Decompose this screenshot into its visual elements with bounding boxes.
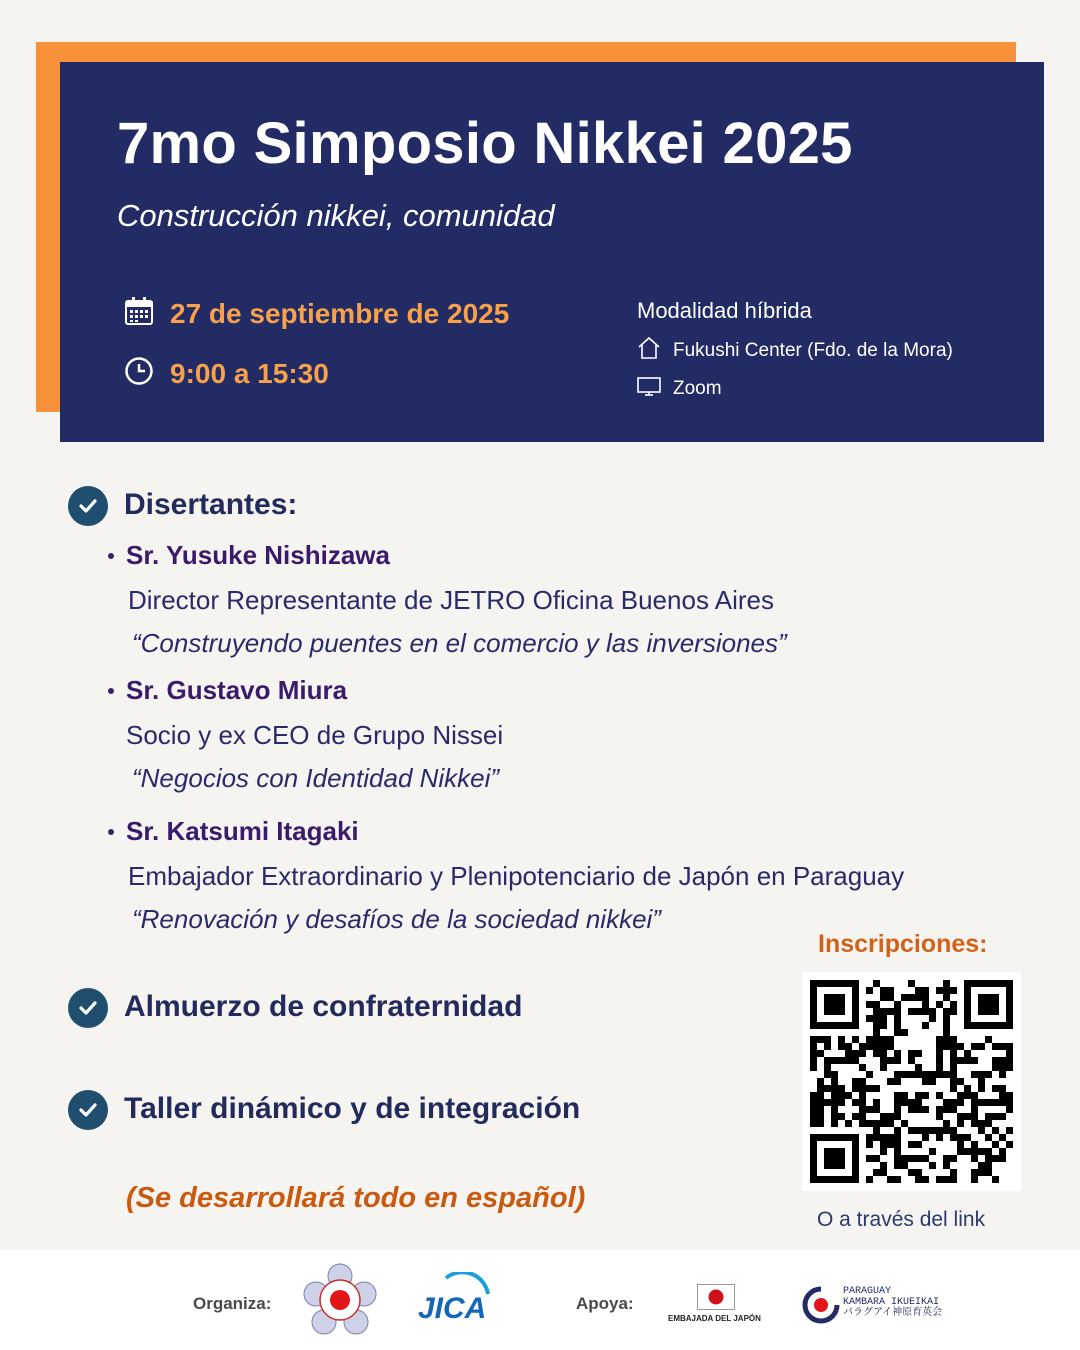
speaker-item bbox=[108, 816, 904, 935]
lunch-heading: Almuerzo de confraternidad bbox=[124, 990, 523, 1023]
event-time bbox=[124, 356, 329, 391]
registration-qr-code[interactable] bbox=[802, 972, 1021, 1191]
online-location bbox=[637, 374, 722, 404]
workshop-heading: Taller dinámico y de integración bbox=[124, 1092, 581, 1125]
speaker-talk-title: “Negocios con Identidad Nikkei” bbox=[132, 763, 500, 793]
event-date bbox=[124, 296, 509, 331]
online-location-text: Zoom bbox=[673, 378, 722, 399]
qr-code-pattern bbox=[802, 972, 1021, 1191]
japan-flag-icon bbox=[697, 1284, 735, 1315]
bullet-icon bbox=[108, 829, 114, 835]
monitor-icon bbox=[637, 374, 661, 404]
language-note: (Se desarrollará todo en español) bbox=[126, 1182, 586, 1214]
svg-text:JICA: JICA bbox=[418, 1292, 487, 1322]
kambara-logo-text: PARAGUAY KAMBARA IKUEIKAI パラグアイ神原育英会 bbox=[843, 1286, 943, 1319]
embassy-label: EMBAJADA DEL JAPÓN bbox=[668, 1314, 761, 1323]
organiza-label: Organiza: bbox=[193, 1294, 272, 1313]
venue-location bbox=[637, 336, 953, 366]
venue-location-text: Fukushi Center (Fdo. de la Mora) bbox=[673, 340, 953, 361]
speakers-heading: Disertantes: bbox=[124, 488, 298, 521]
registration-link-note: O a través del link bbox=[817, 1208, 986, 1231]
check-circle-icon bbox=[68, 486, 108, 526]
speaker-role: Director Representante de JETRO Oficina Buenos Aires bbox=[128, 585, 774, 615]
registration-heading: Inscripciones: bbox=[818, 930, 988, 958]
speaker-role: Socio y ex CEO de Grupo Nissei bbox=[126, 720, 504, 750]
speaker-name: Sr. Katsumi Itagaki bbox=[126, 816, 359, 846]
event-date-text: 27 de septiembre de 2025 bbox=[170, 297, 510, 329]
organizer-seal-logo bbox=[302, 1262, 378, 1343]
speaker-talk-title: “Construyendo puentes en el comercio y las inversiones” bbox=[132, 628, 787, 658]
speaker-role: Embajador Extraordinario y Plenipotenciario de Japón en Paraguay bbox=[128, 861, 905, 891]
speaker-item bbox=[108, 540, 787, 659]
bullet-icon bbox=[108, 553, 114, 559]
speaker-name: Sr. Yusuke Nishizawa bbox=[126, 540, 390, 570]
speaker-item bbox=[108, 675, 503, 794]
apoya-label: Apoya: bbox=[576, 1294, 634, 1313]
event-time-text: 9:00 a 15:30 bbox=[170, 357, 329, 389]
speaker-talk-title: “Renovación y desafíos de la sociedad nikkei” bbox=[132, 904, 661, 934]
modality-title: Modalidad híbrida bbox=[637, 298, 812, 323]
clock-icon bbox=[124, 356, 154, 391]
jica-logo bbox=[416, 1272, 492, 1327]
check-circle-icon bbox=[68, 1090, 108, 1130]
event-subtitle: Construcción nikkei, comunidad bbox=[117, 198, 555, 233]
kambara-logo-mark bbox=[802, 1286, 840, 1329]
house-icon bbox=[637, 336, 661, 366]
event-title: 7mo Simposio Nikkei 2025 bbox=[117, 111, 853, 176]
speaker-name: Sr. Gustavo Miura bbox=[126, 675, 348, 705]
event-header-card bbox=[60, 62, 1044, 442]
check-circle-icon bbox=[68, 988, 108, 1028]
bullet-icon bbox=[108, 688, 114, 694]
calendar-icon bbox=[124, 296, 154, 331]
